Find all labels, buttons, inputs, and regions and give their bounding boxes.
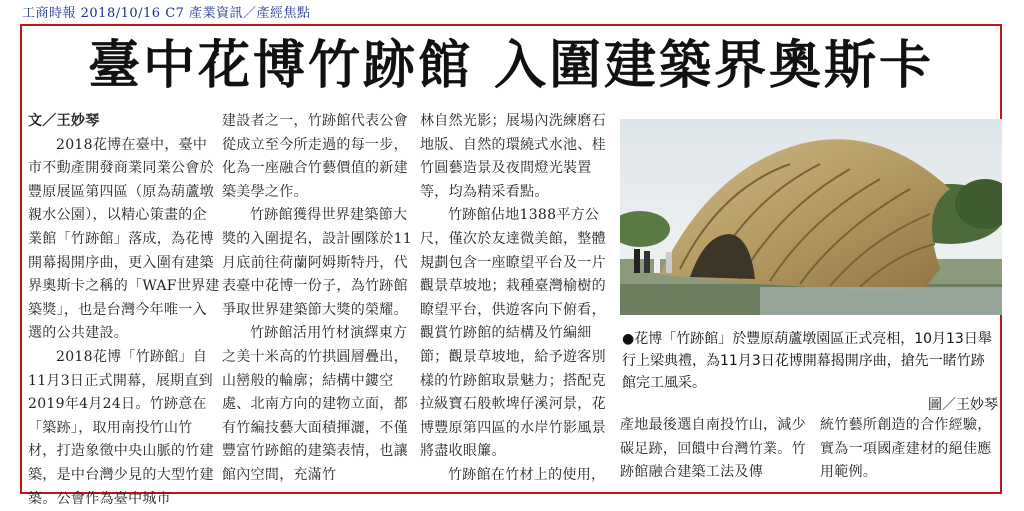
paragraph: 竹跡館活用竹材演繹東方之美十米高的竹拱圓層疊出，山巒般的輪廓；結構中鏤空處、北南方向的建物立面，都有竹編技藝大面積揮灑，不僅豐富竹跡館的建築表情，也讓館內空間，充滿竹 bbox=[222, 325, 408, 483]
byline: 文／王妙琴 bbox=[28, 113, 100, 129]
paragraph: 林自然光影；展場內洗練磨石地版、自然的環繞式水池、桂竹圓藝造景及夜間燈光裝置等，均為精采看點。 bbox=[420, 113, 606, 200]
paragraph: 建設者之一，竹跡館代表公會從成立至今所走過的每一步，化為一座融合竹藝價值的新建築美學之作。 bbox=[222, 113, 408, 200]
bamboo-pavilion-photo bbox=[620, 119, 1002, 315]
article-column-2 bbox=[222, 110, 414, 488]
paragraph: 竹跡館獲得世界建築節大獎的入圍提名，設計團隊於11月底前往荷蘭阿姆斯特丹，代表臺中花博一份子，為竹跡館爭取世界建築節大獎的榮耀。 bbox=[222, 207, 413, 318]
paragraph: 統竹藝所創造的合作經驗，實為一項國產建材的絕佳應用範例。 bbox=[820, 417, 992, 481]
source-line: 工商時報 2018/10/16 C7 產業資訊／產經焦點 bbox=[22, 6, 311, 21]
paragraph: 竹跡館佔地1388平方公尺，僅次於友達微美館，整體規劃包含一座瞭望平台及一片觀景草坡地；栽種臺灣榆樹的瞭望平台，供遊客向下俯看，觀賞竹跡館的結構及竹編細節；觀景草坡地，給予遊客別樣的竹跡館取景魅力；搭配克拉級寶石般軟埤仔溪河景，花博豐原第四區的水岸竹影風景將盡收眼簾。 bbox=[420, 207, 606, 460]
article-column-4 bbox=[620, 414, 808, 485]
article-column-3 bbox=[420, 110, 612, 488]
paragraph: 產地最後選自南投竹山，減少碳足跡，回饋中台灣竹業。竹跡館融合建築工法及傳 bbox=[620, 417, 806, 481]
paragraph: 竹跡館在竹材上的使用， bbox=[448, 466, 606, 483]
caption-text: ●花博「竹跡館」於豐原葫蘆墩園區正式亮相，10月13日舉行上梁典禮，為11月3日花博開幕揭開序曲，搶先一睹竹跡館完工風采。 bbox=[622, 331, 992, 391]
article-column-5 bbox=[820, 414, 998, 485]
paragraph: 2018花博「竹跡館」自11月3日正式開幕，展期直到2019年4月24日。竹跡意在「築跡」，取用南投竹山竹材，打造象徵中央山脈的竹建築，是中台灣少見的大型竹建築。公會作為臺中城市 bbox=[28, 348, 214, 507]
photo-caption bbox=[622, 328, 998, 416]
article-column-1 bbox=[28, 110, 220, 511]
photo-credit: 圖／王妙琴 bbox=[928, 397, 998, 413]
paragraph: 2018花博在臺中，臺中市不動產開發商業同業公會於豐原展區第四區（原為葫蘆墩親水公園），以精心策畫的企業館「竹跡館」落成，為花博開幕揭開序曲，更入圍有建築界奧斯卡之稱的「WAF世界建築獎」，也是台灣今年唯一入選的公共建設。 bbox=[28, 136, 220, 342]
headline: 臺中花博竹跡館 入圍建築界奧斯卡 bbox=[87, 36, 935, 96]
